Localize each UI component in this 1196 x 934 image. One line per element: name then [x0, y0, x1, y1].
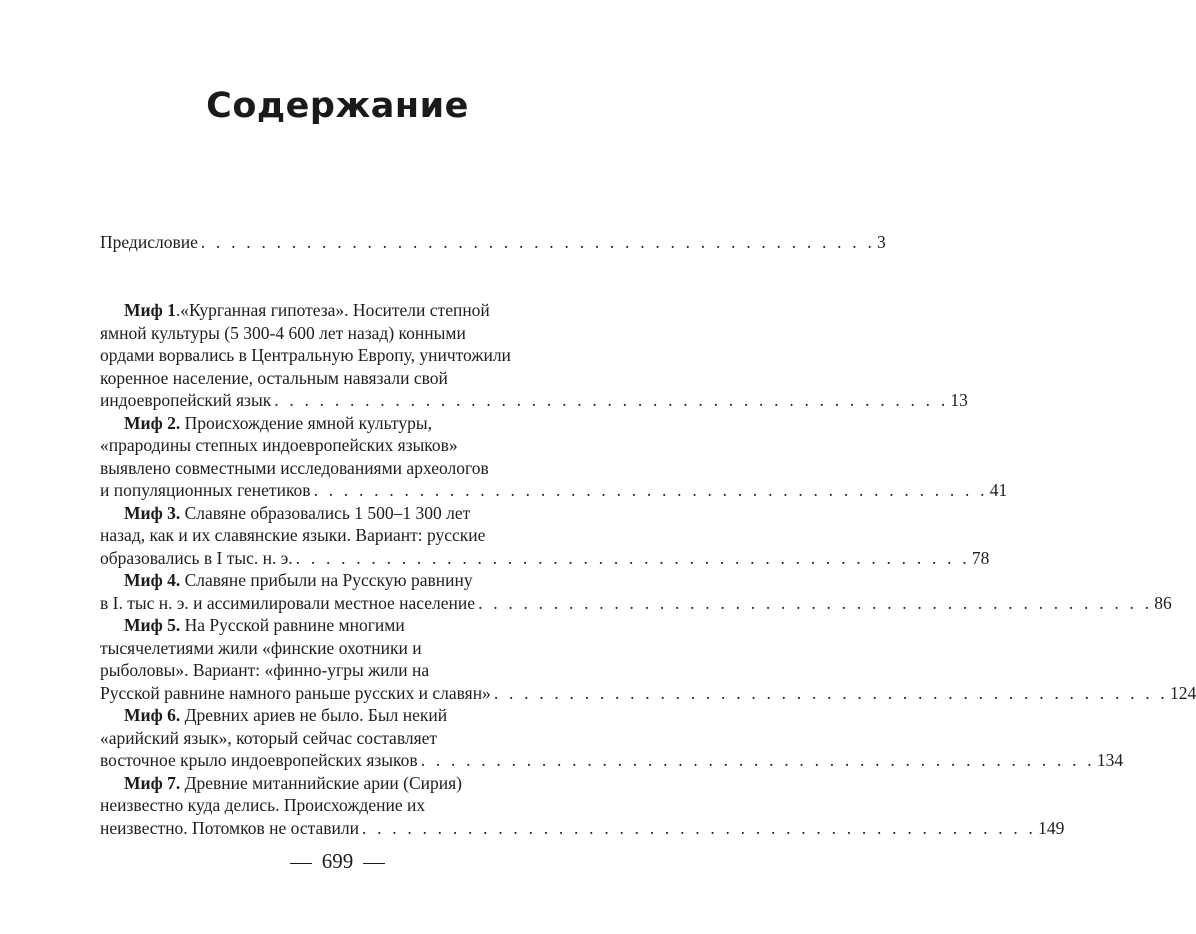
myth-label: Миф 2.: [124, 412, 181, 433]
toc-page-number: 41: [989, 480, 1008, 500]
toc-entry-myth-5: [100, 614, 1196, 704]
folio-dash-left: [290, 863, 312, 864]
toc-entry-myth-6: [100, 704, 1124, 772]
toc-entry-myth-4: [100, 569, 1172, 614]
toc-entry-text: «арийский язык», который сейчас составляет: [100, 727, 438, 748]
toc-entry-text: ордами ворвались в Центральную Европу, уничтожили: [100, 345, 511, 365]
toc-entry-myth-7: [100, 772, 1065, 840]
toc-entry-text: На Русской равнине многими: [180, 615, 405, 635]
toc-entry-myth-2: [100, 412, 1008, 502]
myth-label: Миф 3.: [124, 502, 181, 523]
myth-label: Миф 7.: [124, 772, 181, 793]
toc-entry-first-line: [100, 704, 562, 727]
toc-entry-text: рыболовы». Вариант: «финно-угры жили на: [100, 660, 430, 680]
toc-entry-text: коренное население, остальным навязали свой: [100, 367, 448, 388]
toc-entry-last-line: [100, 817, 1065, 840]
toc-entry-text: «прародины степных индоевропейских языков»: [100, 435, 458, 455]
dot-leader: . . . . . . . . . . . . . . . . . . . . . . . . . . . . . . . . . . . . . . . . . . . . .: [420, 750, 1095, 770]
toc-entry-text: в I. тыс н. э. и ассимилировали местное население: [100, 592, 476, 613]
page-number: 699: [321, 849, 354, 873]
toc-page-number: 134: [1096, 750, 1124, 770]
dot-leader: . . . . . . . . . . . . . . . . . . . . . . . . . . . . . . . . . . . . . . . . . . . . .: [478, 592, 1153, 613]
toc-entry-text: восточное крыло индоевропейских языков: [100, 750, 418, 770]
toc-entry-text: .«Курганная гипотеза». Носители степной: [175, 300, 490, 320]
toc-entry-last-line: [100, 682, 1196, 705]
toc-preface-line: [100, 231, 886, 254]
toc-entry-first-line: [100, 772, 562, 795]
toc-page-number: 13: [950, 390, 968, 410]
toc-entry-text: Русской равнине намного раньше русских и славян»: [100, 682, 491, 703]
toc-entry-text: назад, как и их славянские языки. Вариант: русские: [100, 525, 486, 545]
dot-leader: . . . . . . . . . . . . . . . . . . . . . . . . . . . . . . . . . . . . . . . . . . . . .: [295, 547, 970, 568]
toc-entry-text: ямной культуры (5 300-4 600 лет назад) конными: [100, 322, 466, 343]
toc-entry-text: и популяционных генетиков: [100, 480, 311, 500]
toc-entry-text: неизвестно куда делись. Происхождение их: [100, 795, 426, 815]
dot-leader: . . . . . . . . . . . . . . . . . . . . . . . . . . . . . . . . . . . . . . . . . . . . .: [200, 232, 876, 252]
toc-entry-last-line: [100, 592, 1172, 615]
folio-dash-right: [363, 863, 385, 864]
myth-label: Миф 1: [124, 300, 176, 320]
toc-entry-text: Древние митаннийские арии (Сирия): [180, 772, 462, 793]
toc-entry-first-line: [100, 412, 562, 435]
toc-page-number: 78: [971, 547, 990, 568]
toc-entry-text: неизвестно. Потомков не оставили: [100, 817, 359, 838]
page-folio: [0, 849, 675, 874]
dot-leader: . . . . . . . . . . . . . . . . . . . . . . . . . . . . . . . . . . . . . . . . . . . . .: [274, 390, 949, 410]
dot-leader: . . . . . . . . . . . . . . . . . . . . . . . . . . . . . . . . . . . . . . . . . . . . .: [493, 682, 1168, 703]
toc-myth-list: [100, 299, 1196, 839]
toc-entry-text: Древних ариев не было. Был некий: [180, 705, 448, 725]
toc-page-number: 124: [1170, 682, 1196, 703]
toc-entry-first-line: [100, 614, 562, 637]
toc-entry-myth-1: [100, 299, 968, 412]
toc-entry-last-line: [100, 547, 990, 570]
toc-entry-text: тысячелетиями жили «финские охотники и: [100, 637, 422, 658]
toc-entry-text: Славяне прибыли на Русскую равнину: [180, 570, 473, 590]
toc-entry-text: Славяне образовались 1 500–1 300 лет: [180, 502, 471, 523]
toc-preface-label: Предисловие: [100, 232, 198, 252]
myth-label: Миф 6.: [124, 705, 181, 725]
toc-page-number: 86: [1154, 592, 1172, 613]
toc-entry-last-line: [100, 389, 968, 412]
toc-page-number: 3: [877, 232, 886, 252]
toc-entry-last-line: [100, 479, 1008, 502]
toc-entry-text: Происхождение ямной культуры,: [180, 412, 432, 433]
toc-entry-last-line: [100, 749, 1124, 772]
toc-entry-text: выявлено совместными исследованиями археологов: [100, 457, 489, 478]
page-title: Содержание: [206, 86, 469, 126]
toc-preface: [100, 231, 886, 254]
toc-entry-first-line: [100, 502, 562, 525]
toc-page-number: 149: [1038, 817, 1065, 838]
dot-leader: . . . . . . . . . . . . . . . . . . . . . . . . . . . . . . . . . . . . . . . . . . . . .: [313, 480, 988, 500]
toc-entry-myth-3: [100, 502, 990, 570]
dot-leader: . . . . . . . . . . . . . . . . . . . . . . . . . . . . . . . . . . . . . . . . . . . . .: [361, 817, 1037, 838]
toc-entry-first-line: [100, 569, 562, 592]
toc-entry-text: образовались в I тыс. н. э.: [100, 547, 293, 568]
toc-entry-text: индоевропейский язык: [100, 390, 272, 410]
myth-label: Миф 4.: [124, 570, 181, 590]
toc-entry-first-line: [100, 299, 562, 322]
myth-label: Миф 5.: [124, 615, 181, 635]
